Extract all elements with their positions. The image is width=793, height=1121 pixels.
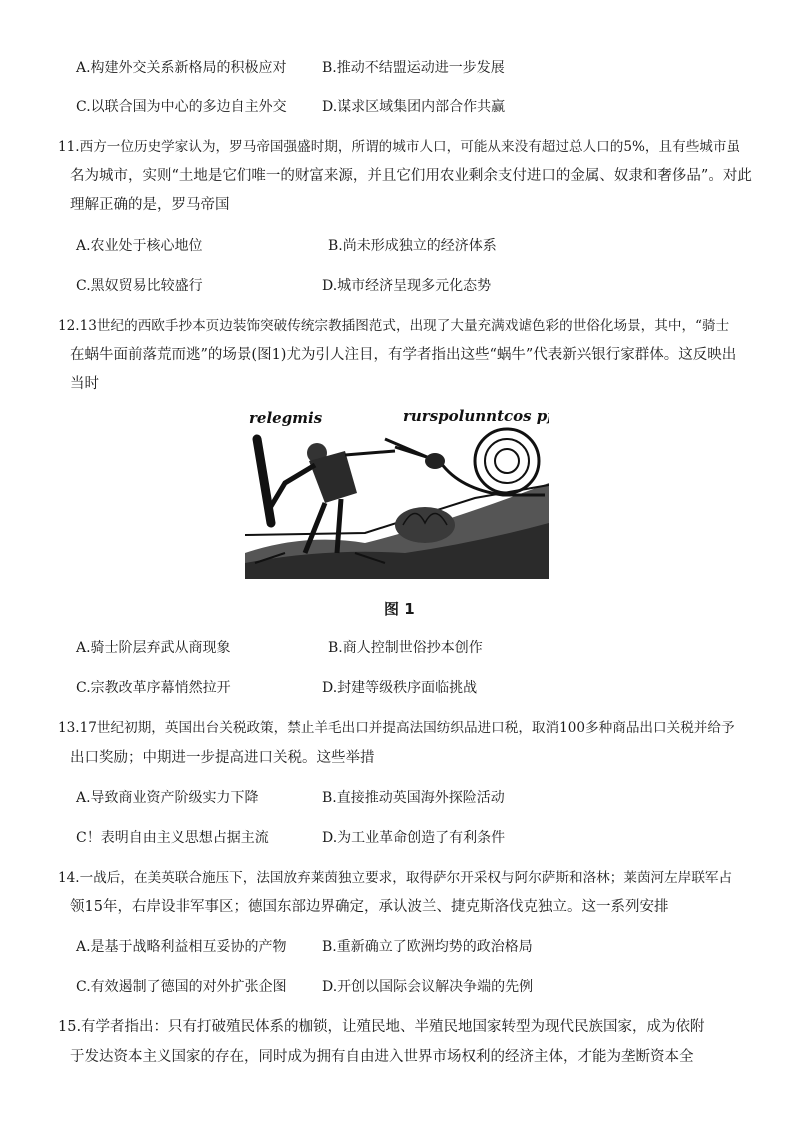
q11-option-b: B.尚未形成独立的经济体系 [328,238,497,254]
q12-stem-line-1: 12.13世纪的西欧手抄本页边装饰突破传统宗教插图范式，出现了大量充满戏谑色彩的世俗化场景，其中，“骑士 [58,318,730,334]
snail-shell-inner [485,439,529,483]
q14-stem-line-1: 14.一战后，在美英联合施压下，法国放弃莱茵独立要求，取得萨尔开采权与阿尔萨斯和洛林；莱茵河左岸联军占 [58,870,733,886]
q13-option-a: A.导致商业资产阶级实力下降 [76,790,259,806]
q15-stem-line-1: 15.有学者指出：只有打破殖民体系的枷锁，让殖民地、半殖民地国家转型为现代民族国家，成为依附 [58,1019,705,1035]
q13-stem-line-2: 出口奖励；中期进一步提高进口关税。这些举措 [70,750,375,766]
figure-text-left: relegmis [249,409,323,427]
q11-option-d: D.城市经济呈现多元化态势 [322,278,492,294]
q13-option-d: D.为工业革命创造了有利条件 [322,830,506,846]
q11-stem-line-1: 11.西方一位历史学家认为，罗马帝国强盛时期，所谓的城市人口，可能从来没有超过总人口的5%，且有些城市虽 [58,139,741,155]
figure-knight-snail [245,403,549,579]
q10-option-a: A.构建外交关系新格局的积极应对 [76,60,287,76]
q12-stem-line-3: 当时 [70,376,99,392]
q12-option-b: B.商人控制世俗抄本创作 [328,640,483,656]
knight-club [257,439,271,523]
q14-option-b: B.重新确立了欧洲均势的政治格局 [322,939,533,955]
q10-option-d: D.谋求区域集团内部合作共赢 [322,99,506,115]
q13-stem-line-1: 13.17世纪初期，英国出台关税政策，禁止羊毛出口并提高法国纺织品进口税，取消100多种商品出口关税并给予 [58,720,735,736]
q14-stem-line-2: 领15年，右岸设非军事区；德国东部边界确定，承认波兰、捷克斯洛伐克独立。这一系列安排 [70,899,669,915]
snail-head [425,453,445,469]
snail-shell-core [495,449,519,473]
figure-caption: 图 1 [384,600,415,618]
q11-option-c: C.黑奴贸易比较盛行 [76,278,203,294]
q11-option-a: A.农业处于核心地位 [76,238,203,254]
bush [395,507,455,543]
q10-option-b: B.推动不结盟运动进一步发展 [322,60,505,76]
knight-arm [267,465,315,513]
q15-stem-line-2: 于发达资本主义国家的存在，同时成为拥有自由进入世界市场权利的经济主体，才能为垄断资本全 [70,1049,694,1065]
q14-option-a: A.是基于战略利益相互妥协的产物 [76,939,287,955]
knight-snail-illustration [245,403,549,579]
q14-option-c: C.有效遏制了德国的对外扩张企图 [76,979,287,995]
q12-stem-line-2: 在蜗牛面前落荒而逃”的场景(图1)尤为引人注目，有学者指出这些“蜗牛”代表新兴银行家群体。这反映出 [70,347,737,363]
q14-option-d: D.开创以国际会议解决争端的先例 [322,979,534,995]
q12-option-a: A.骑士阶层弃武从商现象 [76,640,231,656]
q13-option-b: B.直接推动英国海外探险活动 [322,790,505,806]
q12-option-d: D.封建等级秩序面临挑战 [322,680,478,696]
q13-option-c: C！表明自由主义思想占据主流 [76,830,269,846]
q11-stem-line-3: 理解正确的是，罗马帝国 [70,197,230,213]
q11-stem-line-2: 名为城市，实则“土地是它们唯一的财富来源，并且它们用农业剩余支付进口的金属、奴隶和奢侈品”。对此 [70,168,752,184]
knight-spear [345,451,395,455]
q10-option-c: C.以联合国为中心的多边自主外交 [76,99,287,115]
q12-option-c: C.宗教改革序幕悄然拉开 [76,680,231,696]
figure-text-right: rurspolunntcos pfe [403,407,549,425]
